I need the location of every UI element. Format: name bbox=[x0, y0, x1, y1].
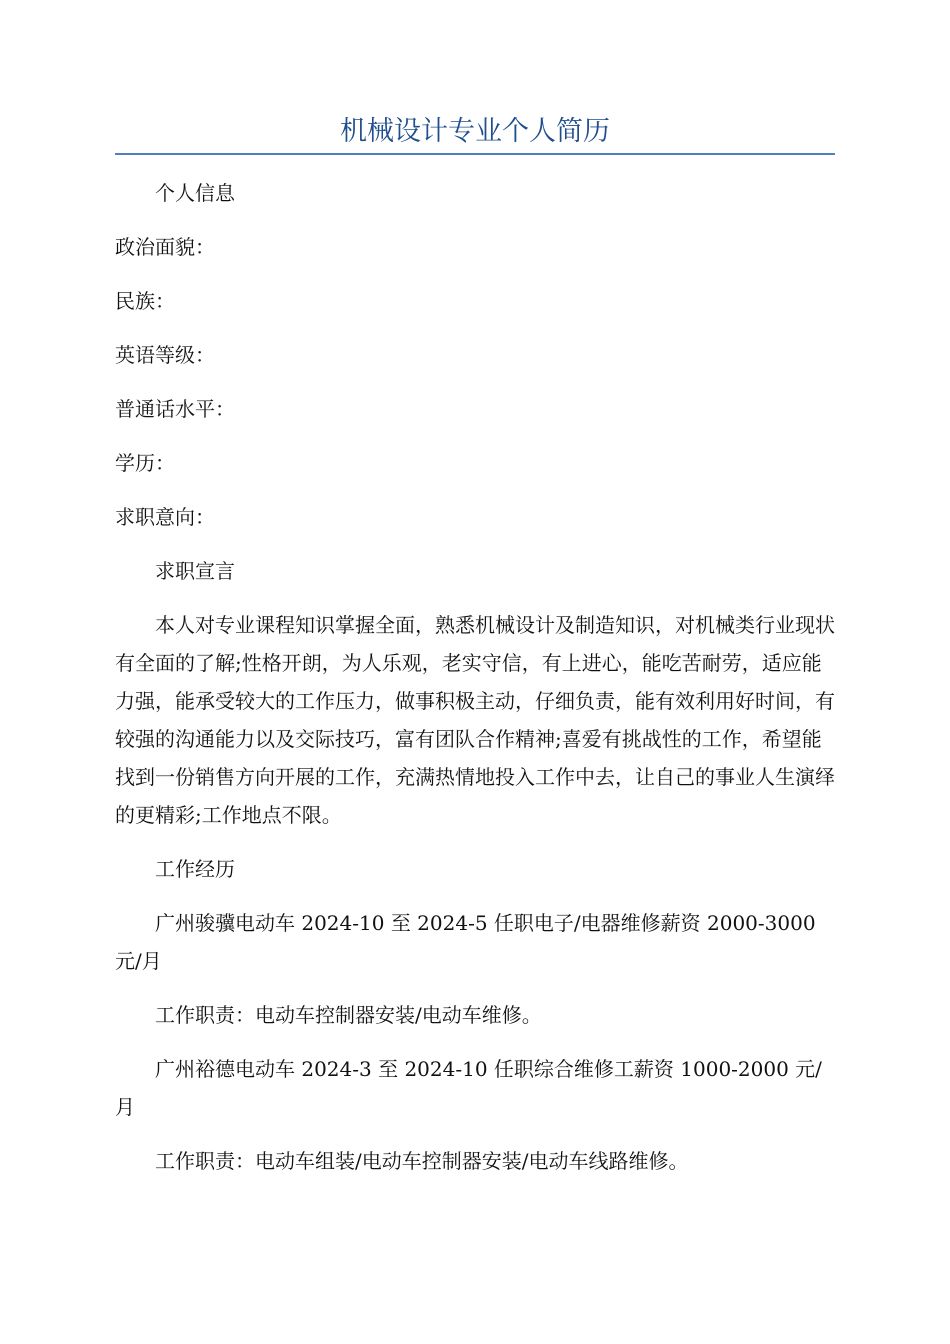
experience-item-2-summary: 广州裕德电动车 2024-3 至 2024-10 任职综合维修工薪资 1000-2000 元/月 bbox=[115, 1057, 822, 1119]
experience-item-1-duties: 工作职责：电动车控制器安装/电动车维修。 bbox=[155, 1003, 542, 1027]
field-english-level: 英语等级： bbox=[115, 343, 215, 367]
field-education: 学历： bbox=[115, 451, 175, 475]
field-ethnicity: 民族： bbox=[115, 289, 175, 313]
field-political-status: 政治面貌： bbox=[115, 235, 215, 259]
section-heading-statement: 求职宣言 bbox=[155, 559, 235, 583]
experience-item-1-summary: 广州骏骥电动车 2024-10 至 2024-5 任职电子/电器维修薪资 2000-3000 元/月 bbox=[115, 911, 816, 973]
title-underline bbox=[115, 153, 835, 155]
section-heading-personal-info: 个人信息 bbox=[155, 181, 235, 205]
document-body bbox=[115, 174, 835, 1180]
document-title: 机械设计专业个人简历 bbox=[340, 116, 610, 147]
statement-paragraph: 本人对专业课程知识掌握全面，熟悉机械设计及制造知识，对机械类行业现状有全面的了解;性格开朗，为人乐观，老实守信，有上进心，能吃苦耐劳，适应能力强，能承受较大的工作压力，做事积极主动，仔细负责，能有效利用好时间，有较强的沟通能力以及交际技巧，富有团队合作精神;喜爱有挑战性的工作，希望能找到一份销售方向开展的工作，充满热情地投入工作中去，让自己的事业人生演绎的更精彩;工作地点不限。 bbox=[115, 613, 835, 827]
field-mandarin-level: 普通话水平： bbox=[115, 397, 235, 421]
section-heading-experience: 工作经历 bbox=[155, 857, 235, 881]
field-job-intention: 求职意向： bbox=[115, 505, 215, 529]
experience-item-2-duties: 工作职责：电动车组装/电动车控制器安装/电动车线路维修。 bbox=[155, 1149, 689, 1173]
